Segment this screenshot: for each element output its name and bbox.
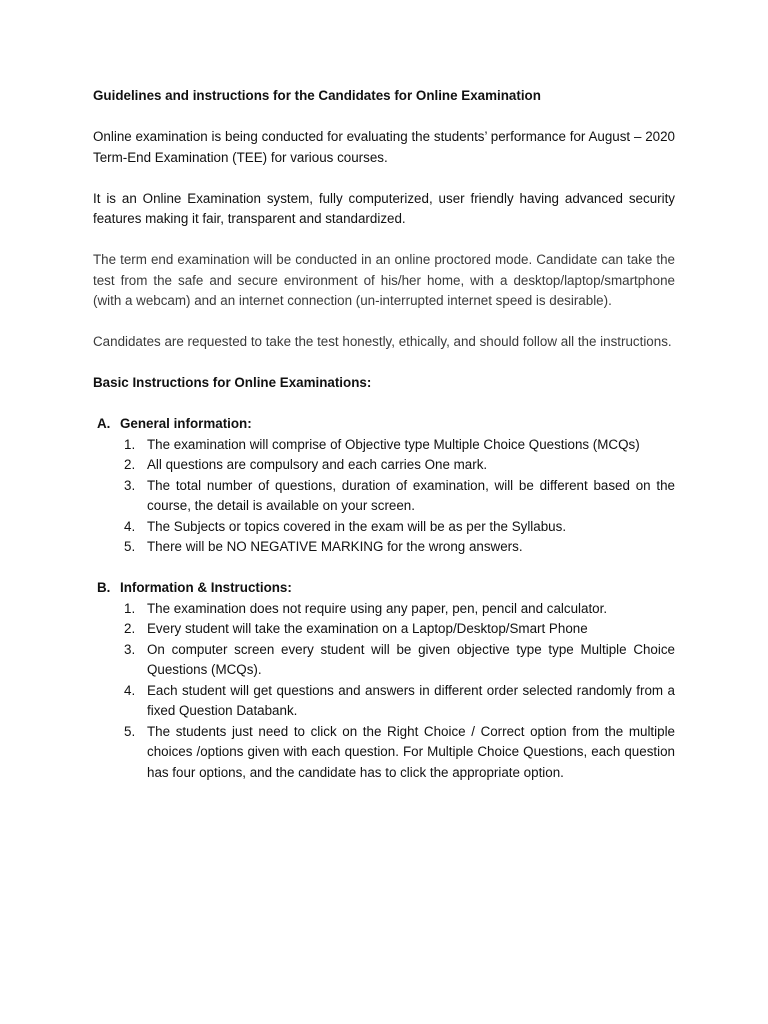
list-item xyxy=(93,517,675,538)
list-item-number: 5. xyxy=(124,723,136,739)
section-title-text: Information & Instructions: xyxy=(120,580,292,595)
numbered-list xyxy=(93,599,675,784)
list-item-number: 3. xyxy=(124,641,136,657)
list-item-number: 3. xyxy=(124,477,136,493)
list-item-text: The examination will comprise of Objective type Multiple Choice Questions (MCQs) xyxy=(147,436,640,452)
list-item xyxy=(93,619,675,640)
list-item-number: 5. xyxy=(124,539,136,554)
list-item-text: Each student will get questions and answers in different order selected randomly from a fixed Question Databank. xyxy=(147,682,675,718)
section-title xyxy=(93,414,675,435)
section-title-text: General information: xyxy=(120,416,252,431)
list-item xyxy=(93,599,675,620)
numbered-list xyxy=(93,435,675,558)
list-item-number: 1. xyxy=(124,436,136,452)
section-general-information xyxy=(93,414,675,558)
honesty-paragraph: Candidates are requested to take the test honestly, ethically, and should follow all the instructions. xyxy=(93,334,672,349)
list-item xyxy=(93,435,675,456)
basic-instructions-heading: Basic Instructions for Online Examinations: xyxy=(93,375,372,390)
section-title xyxy=(93,578,675,599)
list-item xyxy=(93,722,675,784)
list-item-text: The Subjects or topics covered in the exam will be as per the Syllabus. xyxy=(147,518,567,534)
list-item-text: The total number of questions, duration of examination, will be different based on the course, the detail is available on your screen. xyxy=(147,477,675,513)
list-item-text: Every student will take the examination on a Laptop/Desktop/Smart Phone xyxy=(147,621,588,636)
list-item-number: 2. xyxy=(124,621,136,636)
list-item-number: 4. xyxy=(124,518,136,534)
system-paragraph: It is an Online Examination system, fully computerized, user friendly having advanced security features making it fair, transparent and standardized. xyxy=(93,190,675,226)
document-title: Guidelines and instructions for the Candidates for Online Examination xyxy=(93,88,541,103)
list-item-text: On computer screen every student will be given objective type type Multiple Choice Questions (MCQs). xyxy=(147,641,675,677)
section-letter: B. xyxy=(97,580,111,595)
proctored-mode-paragraph: The term end examination will be conducted in an online proctored mode. Candidate can take the test from the safe and secure environment of his/her home, with a desktop/laptop/smartphone (with a webcam) and an internet connection (un-interrupted internet speed is desirable). xyxy=(93,252,675,308)
list-item xyxy=(93,681,675,722)
list-item-number: 1. xyxy=(124,600,136,616)
section-information-instructions xyxy=(93,578,675,783)
document-page xyxy=(93,86,675,804)
list-item-text: The students just need to click on the Right Choice / Correct option from the multiple choices /options given with each question. For Multiple Choice Questions, each question has four options, and the candidate has to click the appropriate option. xyxy=(147,723,675,780)
list-item-number: 4. xyxy=(124,682,136,698)
list-item-text: There will be NO NEGATIVE MARKING for the wrong answers. xyxy=(147,539,523,554)
list-item xyxy=(93,455,675,476)
list-item-number: 2. xyxy=(124,457,136,472)
list-item-text: All questions are compulsory and each carries One mark. xyxy=(147,457,488,472)
intro-paragraph: Online examination is being conducted for evaluating the students’ performance for August – 2020 Term-End Examination (TEE) for various courses. xyxy=(93,129,675,165)
section-letter: A. xyxy=(97,416,111,431)
list-item xyxy=(93,640,675,681)
list-item xyxy=(93,537,675,558)
list-item xyxy=(93,476,675,517)
list-item-text: The examination does not require using any paper, pen, pencil and calculator. xyxy=(147,600,608,616)
